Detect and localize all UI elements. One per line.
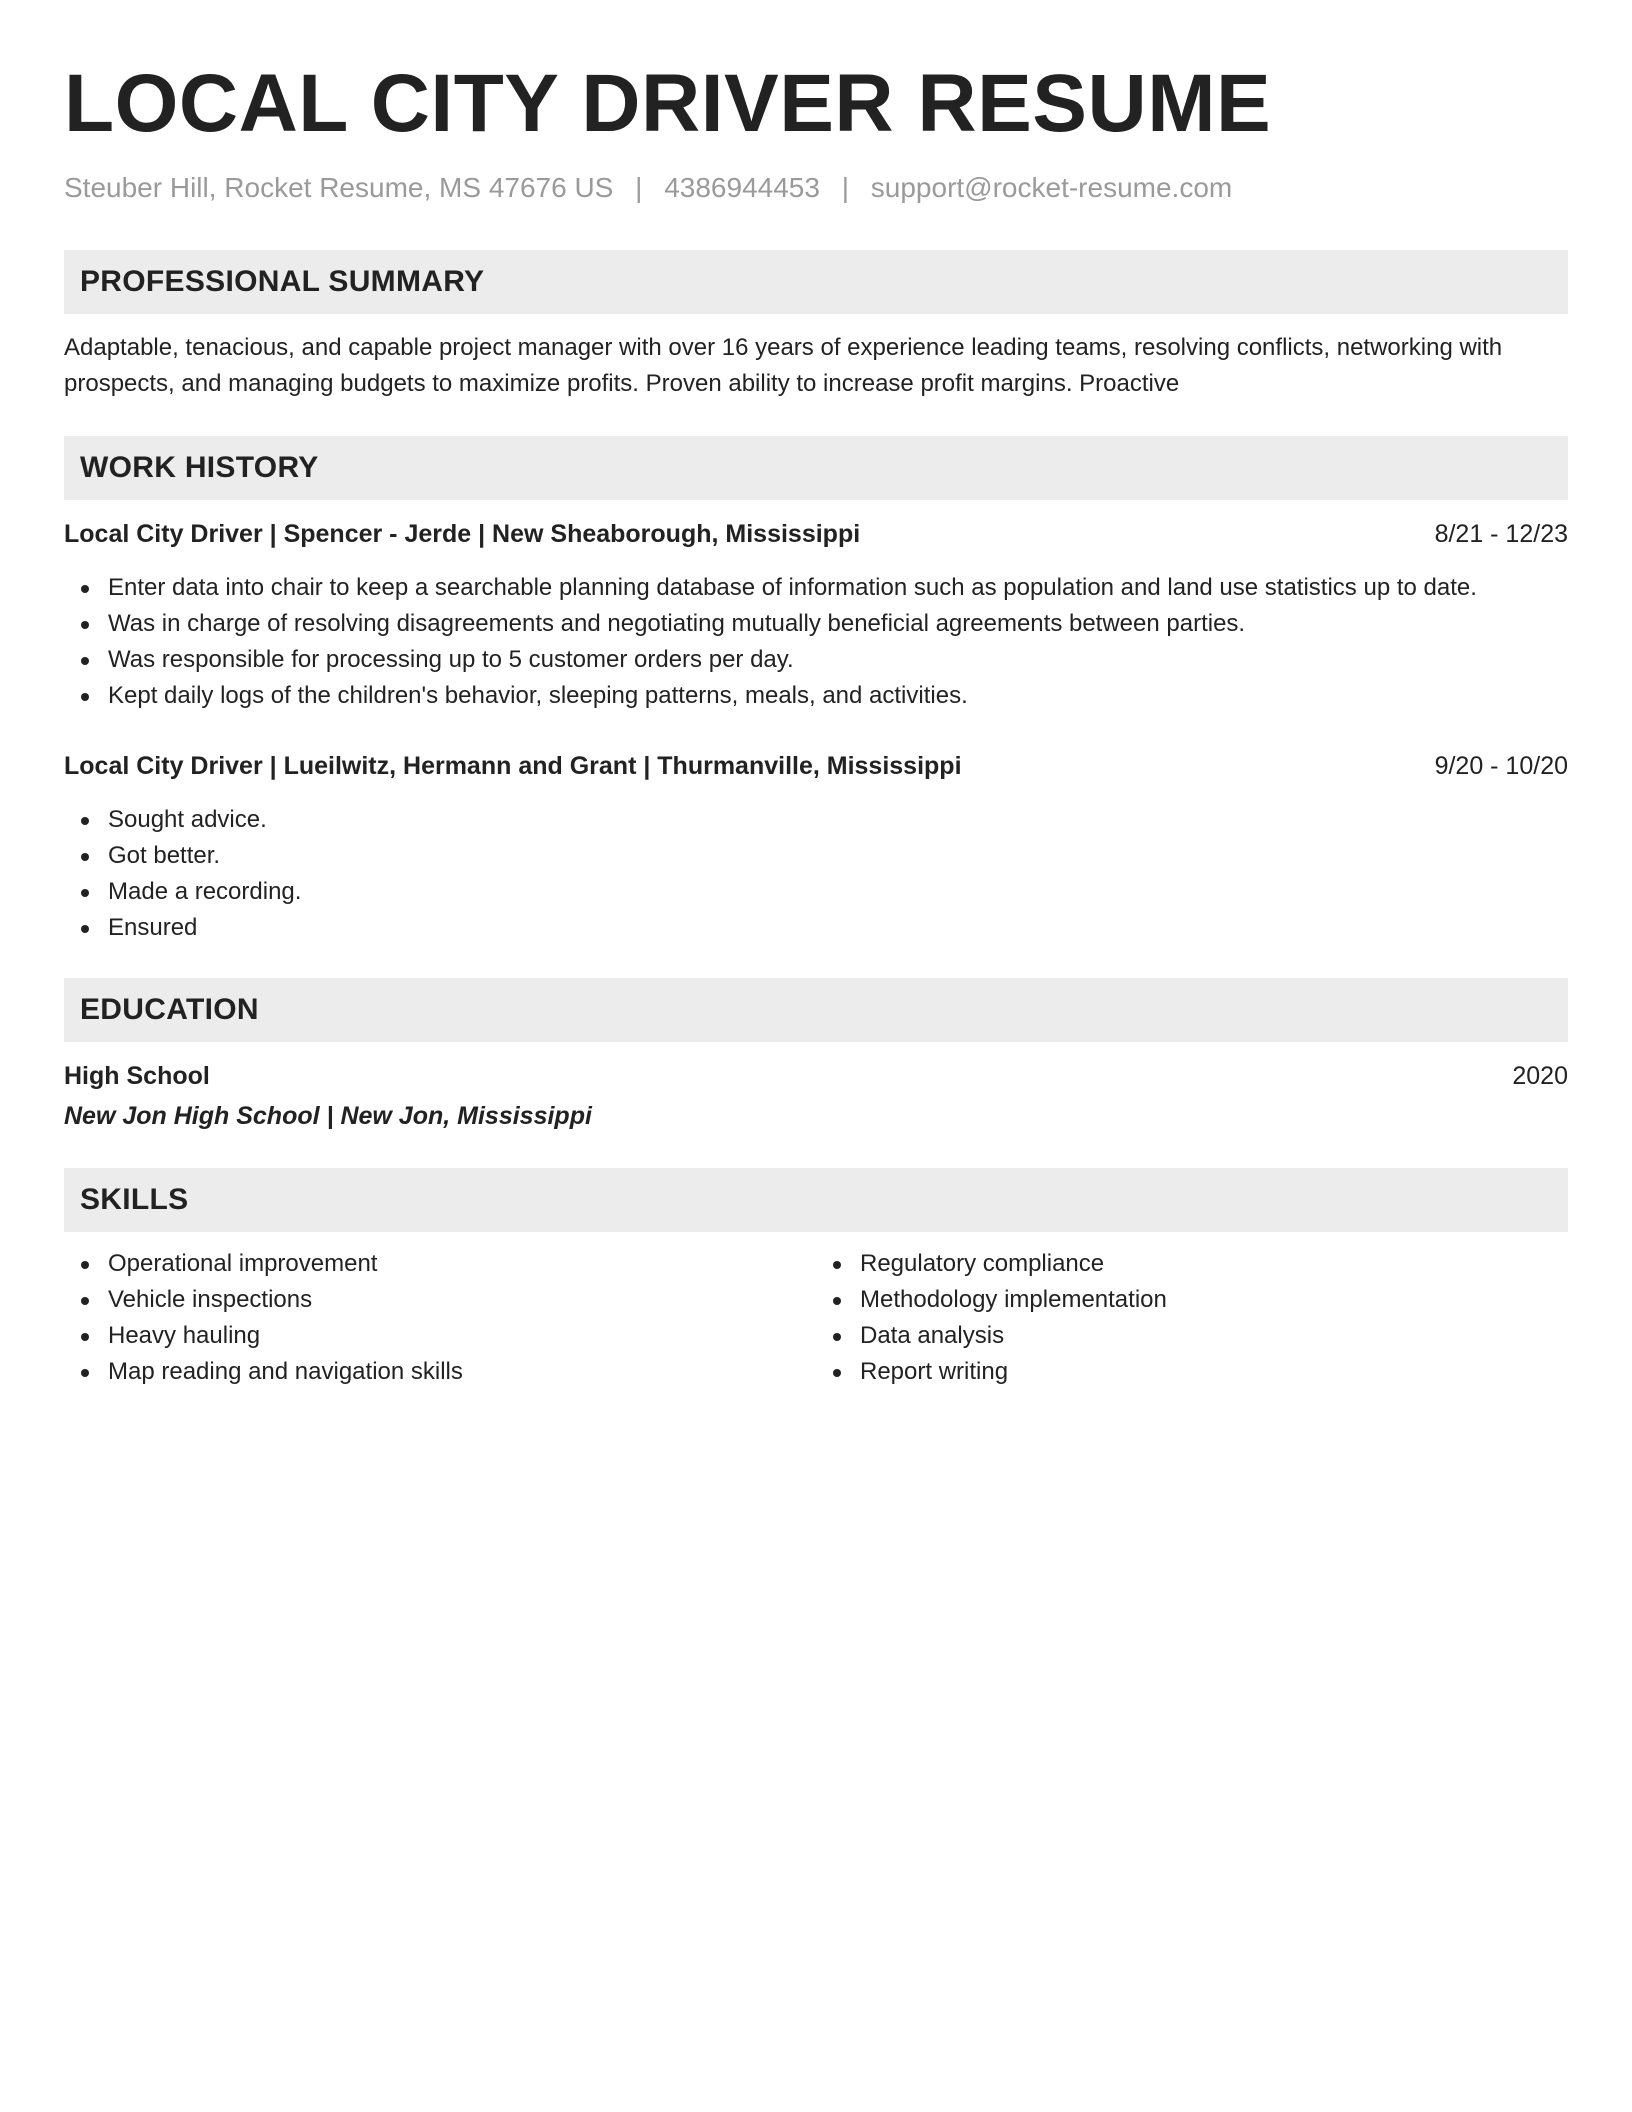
job-entry: [64, 516, 1568, 714]
skills-columns: [64, 1246, 1568, 1390]
education-school: New Jon High School | New Jon, Mississippi: [64, 1102, 592, 1130]
section-title-summary: PROFESSIONAL SUMMARY: [80, 265, 485, 298]
contact-separator: |: [635, 172, 643, 203]
work-history-section: [64, 436, 1568, 946]
job-bullet: Kept daily logs of the children's behavior, sleeping patterns, meals, and activities.: [108, 678, 1568, 714]
education-section: [64, 978, 1568, 1134]
job-bullet: Made a recording.: [108, 874, 1568, 910]
contact-phone: 4386944453: [664, 172, 820, 203]
job-bullet: Was responsible for processing up to 5 customer orders per day.: [108, 642, 1568, 678]
job-bullet: Got better.: [108, 838, 1568, 874]
skills-list: [64, 1246, 816, 1390]
job-header: [64, 748, 1568, 784]
job-bullets: [64, 802, 1568, 946]
skill-item: Methodology implementation: [860, 1282, 1568, 1318]
skills-list: [816, 1246, 1568, 1390]
section-header: [64, 436, 1568, 500]
skill-item: Data analysis: [860, 1318, 1568, 1354]
contact-email: support@rocket-resume.com: [870, 172, 1233, 203]
job-heading: Local City Driver | Lueilwitz, Hermann and Grant | Thurmanville, Mississippi: [64, 752, 962, 780]
skill-item: Operational improvement: [108, 1246, 816, 1282]
contact-line: [64, 170, 1568, 206]
section-title-skills: SKILLS: [80, 1183, 189, 1216]
job-dates: 8/21 - 12/23: [1434, 520, 1568, 548]
skills-column-right: [816, 1246, 1568, 1390]
resume-title: LOCAL CITY DRIVER RESUME: [64, 58, 1272, 149]
education-year: 2020: [1512, 1062, 1568, 1090]
skill-item: Vehicle inspections: [108, 1282, 816, 1318]
skills-column-left: [64, 1246, 816, 1390]
contact-address: Steuber Hill, Rocket Resume, MS 47676 US: [64, 172, 614, 203]
job-header: [64, 516, 1568, 552]
section-header: [64, 978, 1568, 1042]
skill-item: Report writing: [860, 1354, 1568, 1390]
skill-item: Heavy hauling: [108, 1318, 816, 1354]
section-header: [64, 250, 1568, 314]
summary-section: [64, 250, 1568, 402]
section-title-work-history: WORK HISTORY: [80, 451, 319, 484]
skill-item: Map reading and navigation skills: [108, 1354, 816, 1390]
job-bullet: Ensured: [108, 910, 1568, 946]
job-bullet: Sought advice.: [108, 802, 1568, 838]
education-degree: High School: [64, 1062, 210, 1090]
contact-separator: |: [841, 172, 849, 203]
job-bullet: Enter data into chair to keep a searchable planning database of information such as population and land use statistics up to date.: [108, 570, 1568, 606]
skills-section: [64, 1168, 1568, 1390]
skill-item: Regulatory compliance: [860, 1246, 1568, 1282]
section-header: [64, 1168, 1568, 1232]
education-entry: [64, 1058, 1568, 1134]
summary-text: Adaptable, tenacious, and capable project manager with over 16 years of experience leading teams, resolving conflicts, networking with prospects, and managing budgets to maximize profits. Proven ability to increase profit margins. Proactive: [64, 334, 1503, 397]
job-bullet: Was in charge of resolving disagreements and negotiating mutually beneficial agreements between parties.: [108, 606, 1568, 642]
job-heading: Local City Driver | Spencer - Jerde | New Sheaborough, Mississippi: [64, 520, 861, 548]
job-bullets: [64, 570, 1568, 714]
job-dates: 9/20 - 10/20: [1434, 752, 1568, 780]
education-header: [64, 1058, 1568, 1094]
section-title-education: EDUCATION: [80, 993, 259, 1026]
job-entry: [64, 748, 1568, 946]
